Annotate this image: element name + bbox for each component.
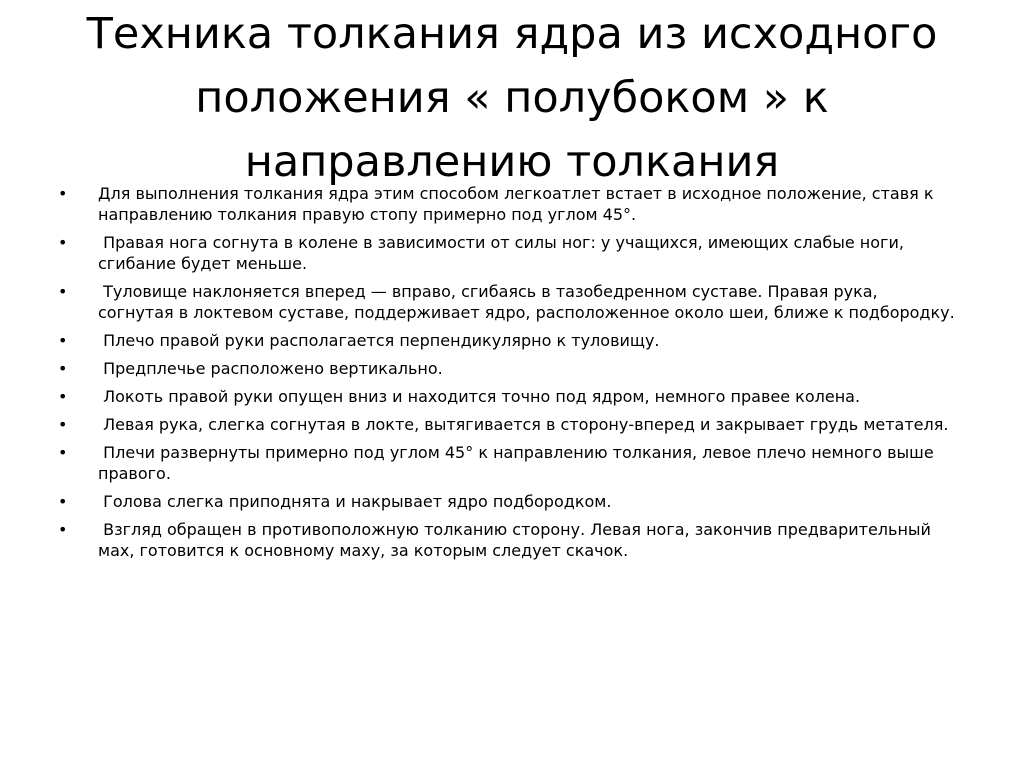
bullet-text: Плечи развернуты примерно под углом 45° к направлению толкания, левое плечо немного выше правого. bbox=[98, 443, 939, 483]
bullet-item bbox=[58, 330, 958, 351]
bullet-item bbox=[58, 183, 958, 225]
bullet-item bbox=[58, 281, 958, 323]
bullet-text: Предплечье расположено вертикально. bbox=[98, 359, 443, 378]
bullet-icon: • bbox=[58, 282, 68, 301]
bullet-icon: • bbox=[58, 443, 68, 462]
bullet-icon: • bbox=[58, 520, 68, 539]
bullet-text: Правая нога согнута в колене в зависимости от силы ног: у учащихся, имеющих слабые ноги, сгибание будет меньше. bbox=[98, 233, 910, 273]
bullet-text: Плечо правой руки располагается перпендикулярно к туловищу. bbox=[98, 331, 660, 350]
bullet-text: Взгляд обращен в противоположную толканию сторону. Левая нога, закончив предварительный мах, готовится к основному маху, за которым следует скачок. bbox=[98, 520, 937, 560]
bullet-item bbox=[58, 519, 958, 561]
bullet-item bbox=[58, 442, 958, 484]
bullet-item bbox=[58, 414, 958, 435]
bullet-item bbox=[58, 491, 958, 512]
slide-title: Техника толкания ядра из исходного положения « полубоком » к направлению толкания bbox=[86, 9, 938, 187]
bullet-item bbox=[58, 232, 958, 274]
bullet-icon: • bbox=[58, 387, 68, 406]
bullet-text: Голова слегка приподнята и накрывает ядро подбородком. bbox=[98, 492, 612, 511]
bullet-text: Туловище наклоняется вперед — вправо, сгибаясь в тазобедренном суставе. Правая рука, согнутая в локтевом суставе, поддерживает ядро, расположенное около шеи, ближе к подбородку. bbox=[98, 282, 955, 322]
bullet-item bbox=[58, 358, 958, 379]
bullet-text: Локоть правой руки опущен вниз и находится точно под ядром, немного правее колена. bbox=[98, 387, 861, 406]
bullet-text: Для выполнения толкания ядра этим способом легкоатлет встает в исходное положение, ставя к направлению толкания правую стопу примерно под углом 45°. bbox=[98, 184, 939, 224]
bullet-item bbox=[58, 386, 958, 407]
bullet-icon: • bbox=[58, 415, 68, 434]
bullet-icon: • bbox=[58, 184, 68, 203]
bullet-text: Левая рука, слегка согнутая в локте, вытягивается в сторону-вперед и закрывает грудь метателя. bbox=[98, 415, 949, 434]
bullet-icon: • bbox=[58, 331, 68, 350]
bullet-icon: • bbox=[58, 492, 68, 511]
bullet-icon: • bbox=[58, 359, 68, 378]
bullet-icon: • bbox=[58, 233, 68, 252]
bullet-list bbox=[58, 183, 958, 568]
